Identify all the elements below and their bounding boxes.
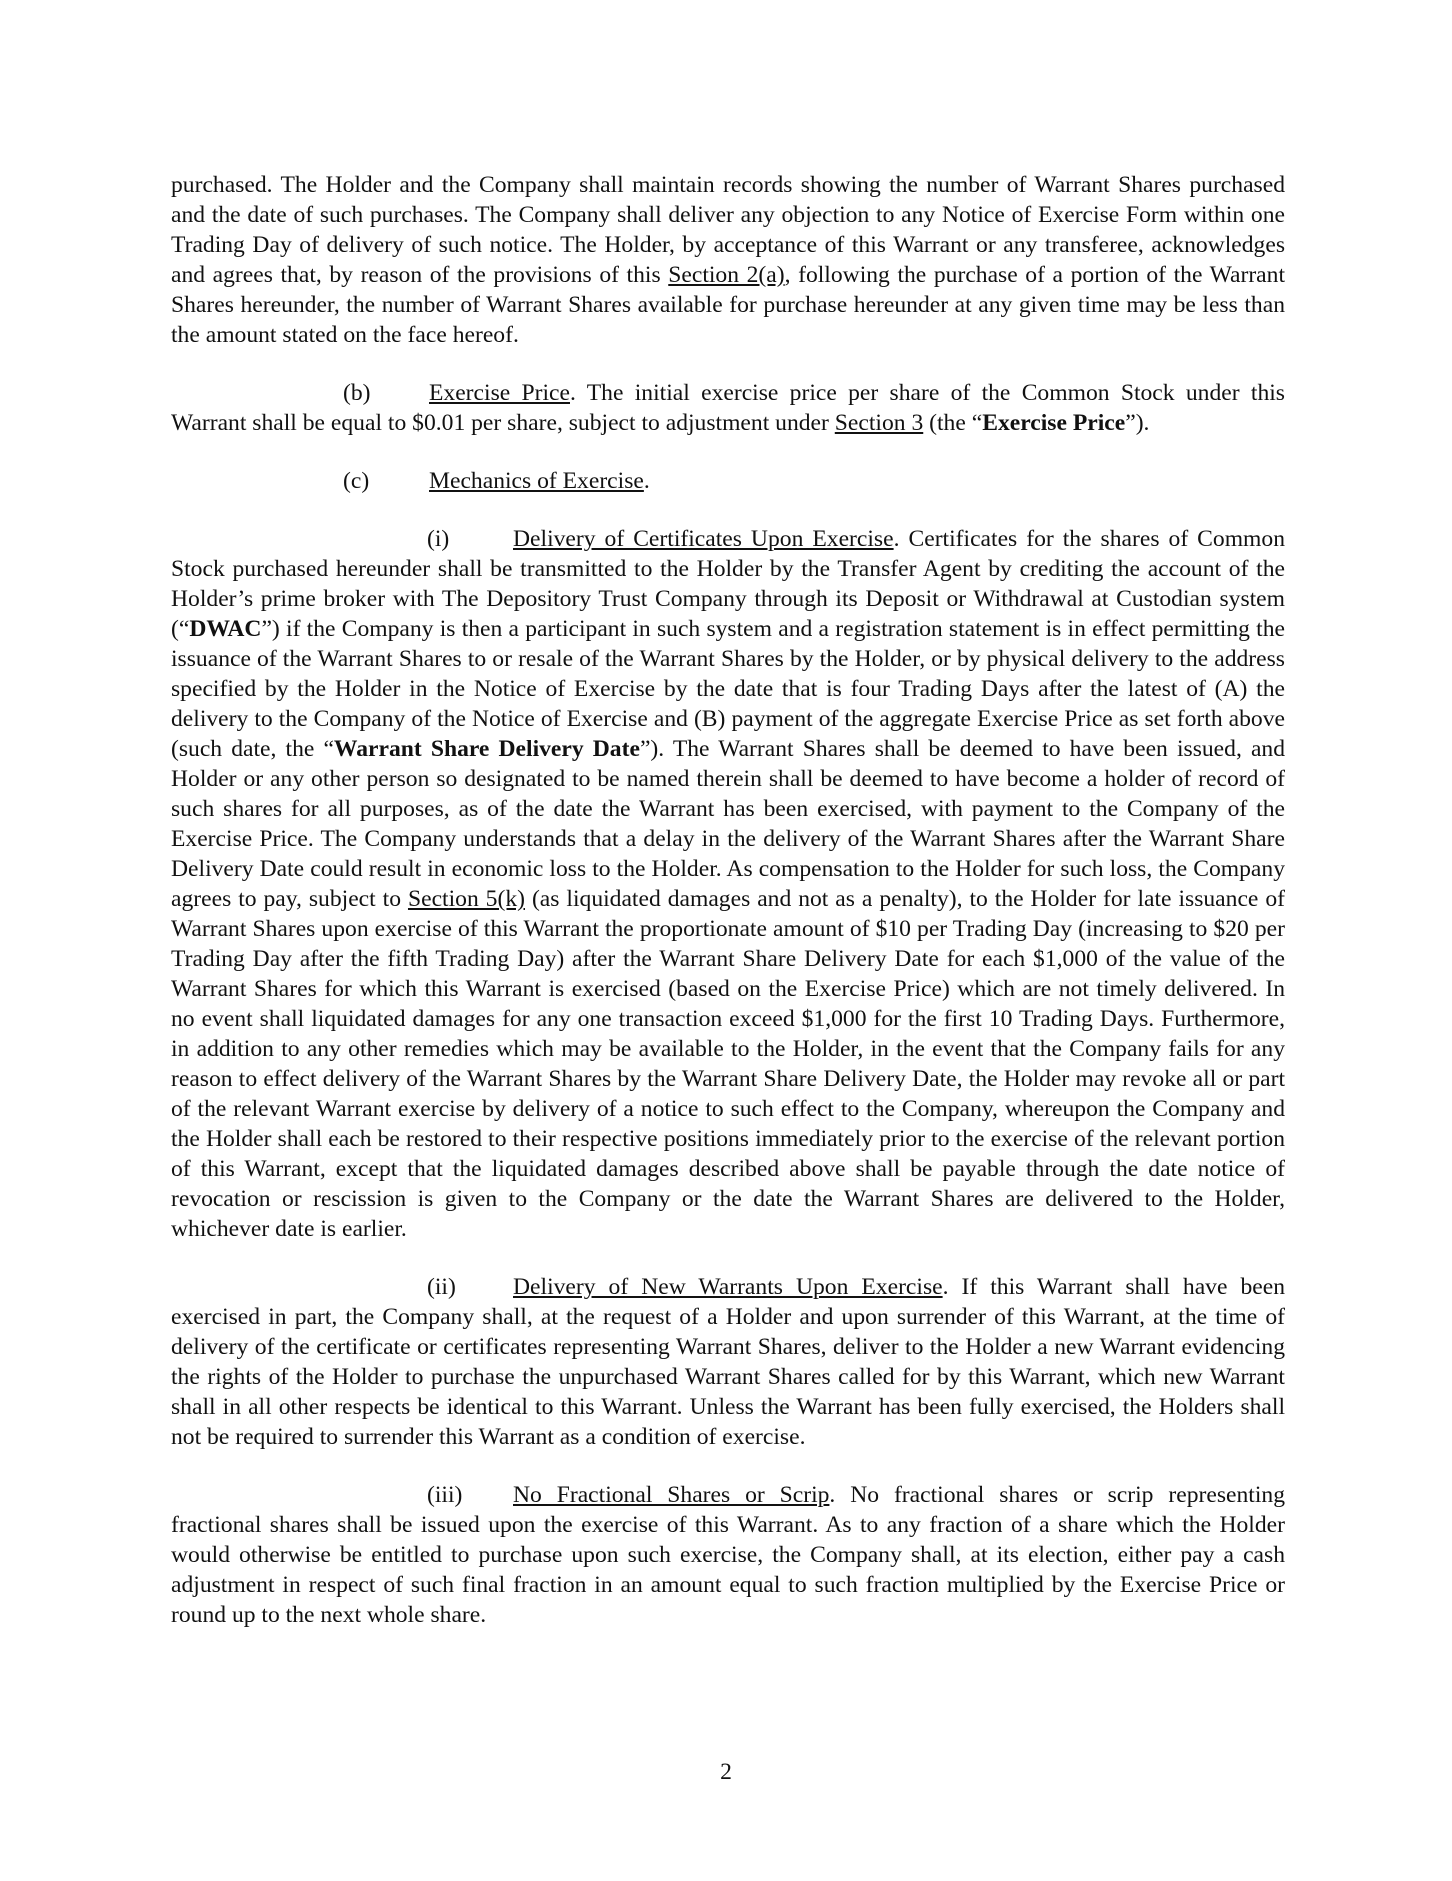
section-reference-3: Section 3: [834, 410, 924, 436]
text: (as liquidated damages and not as a penalty), to the Holder for late issuance of Warrant Shares upon exercise of this Warrant the proportionate amount of $10 per Trading Day (increasing to $20 per Trading Day after the fifth Trading Day) after the Warrant Share Delivery Date for each $1,000 of the value of the Warrant Shares for which this Warrant is exercised (based on the Exercise Price) which are not timely delivered. In no event shall liquidated damages for any one transaction exceed $1,000 for the first 10 Trading Days. Furthermore, in addition to any other remedies which may be available to the Holder, in the event that the Company fails for any reason to effect delivery of the Warrant Shares by the Warrant Share Delivery Date, the Holder may revoke all or part of the relevant Warrant exercise by delivery of a notice to such effect to the Company, whereupon the Company and the Holder shall each be restored to their respective positions immediately prior to the exercise of the relevant portion of this Warrant, except that the liquidated damages described above shall be payable through the date notice of revocation or rescission is given to the Company or the date the Warrant Shares are delivered to the Holder, whichever date is earlier.: [171, 886, 1285, 1242]
item-number: (ii): [427, 1274, 456, 1300]
text: .: [643, 468, 650, 494]
text: , following the purchase of a portion of the Warrant Shares hereunder, the number of Warrant Shares available for purchase hereunder at any given time may be less than the amount stated on the face hereof.: [171, 262, 1285, 348]
text: . The initial exercise price per share of the Common Stock under this Warrant shall be equal to $0.01 per share, subject to adjustment under: [171, 380, 1285, 436]
paragraph-continuation: [171, 170, 1285, 350]
paragraph-c-mechanics: [171, 466, 1285, 496]
item-number: (i): [427, 526, 450, 552]
paragraph-c-ii-new-warrants: [171, 1272, 1285, 1452]
defined-term: DWAC: [189, 616, 262, 642]
document-page: [171, 170, 1285, 1630]
text: purchased. The Holder and the Company shall maintain records showing the number of Warrant Shares purchased and the date of such purchases. The Company shall deliver any objection to any Notice of Exercise Form within one Trading Day of delivery of such notice. The Holder, by acceptance of this Warrant or any transferee, acknowledges and agrees that, by reason of the provisions of this: [171, 172, 1285, 288]
text: ”). The Warrant Shares shall be deemed to have been issued, and Holder or any other person so designated to be named therein shall be deemed to have become a holder of record of such shares for all purposes, as of the date the Warrant has been exercised, with payment to the Company of the Exercise Price. The Company understands that a delay in the delivery of the Warrant Shares after the Warrant Share Delivery Date could result in economic loss to the Holder. As compensation to the Holder for such loss, the Company agrees to pay, subject to: [171, 736, 1286, 912]
item-number: (c): [343, 468, 370, 494]
section-heading: Delivery of New Warrants Upon Exercise: [513, 1274, 943, 1300]
section-heading: Exercise Price: [429, 380, 570, 406]
section-reference-2a: Section 2(a): [668, 262, 785, 288]
text: . No fractional shares or scrip representing fractional shares shall be issued upon the exercise of this Warrant. As to any fraction of a share which the Holder would otherwise be entitled to purchase upon such exercise, the Company shall, at its election, either pay a cash adjustment in respect of such final fraction in an amount equal to such fraction multiplied by the Exercise Price or round up to the next whole share.: [171, 1482, 1285, 1628]
text: . If this Warrant shall have been exercised in part, the Company shall, at the request of a Holder and upon surrender of this Warrant, at the time of delivery of the certificate or certificates representing Warrant Shares, deliver to the Holder a new Warrant evidencing the rights of the Holder to purchase the unpurchased Warrant Shares called for by this Warrant, which new Warrant shall in all other respects be identical to this Warrant. Unless the Warrant has been fully exercised, the Holders shall not be required to surrender this Warrant as a condition of exercise.: [171, 1274, 1285, 1450]
text: (the “: [923, 410, 983, 436]
item-number: (b): [343, 380, 371, 406]
page-number: 2: [720, 1759, 732, 1785]
text: ”).: [1125, 410, 1150, 436]
paragraph-c-i-delivery-certificates: [171, 524, 1285, 1244]
paragraph-c-iii-fractional-shares: [171, 1480, 1285, 1630]
text: ”) if the Company is then a participant in such system and a registration statement is in effect permitting the issuance of the Warrant Shares to or resale of the Warrant Shares by the Holder, or by physical delivery to the address specified by the Holder in the Notice of Exercise by the date that is four Trading Days after the latest of (A) the delivery to the Company of the Notice of Exercise and (B) payment of the aggregate Exercise Price as set forth above (such date, the “: [171, 616, 1285, 762]
section-heading: Mechanics of Exercise: [429, 468, 644, 494]
section-reference-5k: Section 5(k): [407, 886, 525, 912]
paragraph-b-exercise-price: [171, 378, 1285, 438]
item-number: (iii): [427, 1482, 463, 1508]
defined-term: Warrant Share Delivery Date: [333, 736, 640, 762]
section-heading: No Fractional Shares or Scrip: [513, 1482, 830, 1508]
defined-term: Exercise Price: [982, 410, 1126, 436]
text: . Certificates for the shares of Common Stock purchased hereunder shall be transmitted to the Holder by the Transfer Agent by crediting the account of the Holder’s prime broker with The Depository Trust Company through its Deposit or Withdrawal at Custodian system (“: [171, 526, 1286, 642]
section-heading: Delivery of Certificates Upon Exercise: [513, 526, 894, 552]
